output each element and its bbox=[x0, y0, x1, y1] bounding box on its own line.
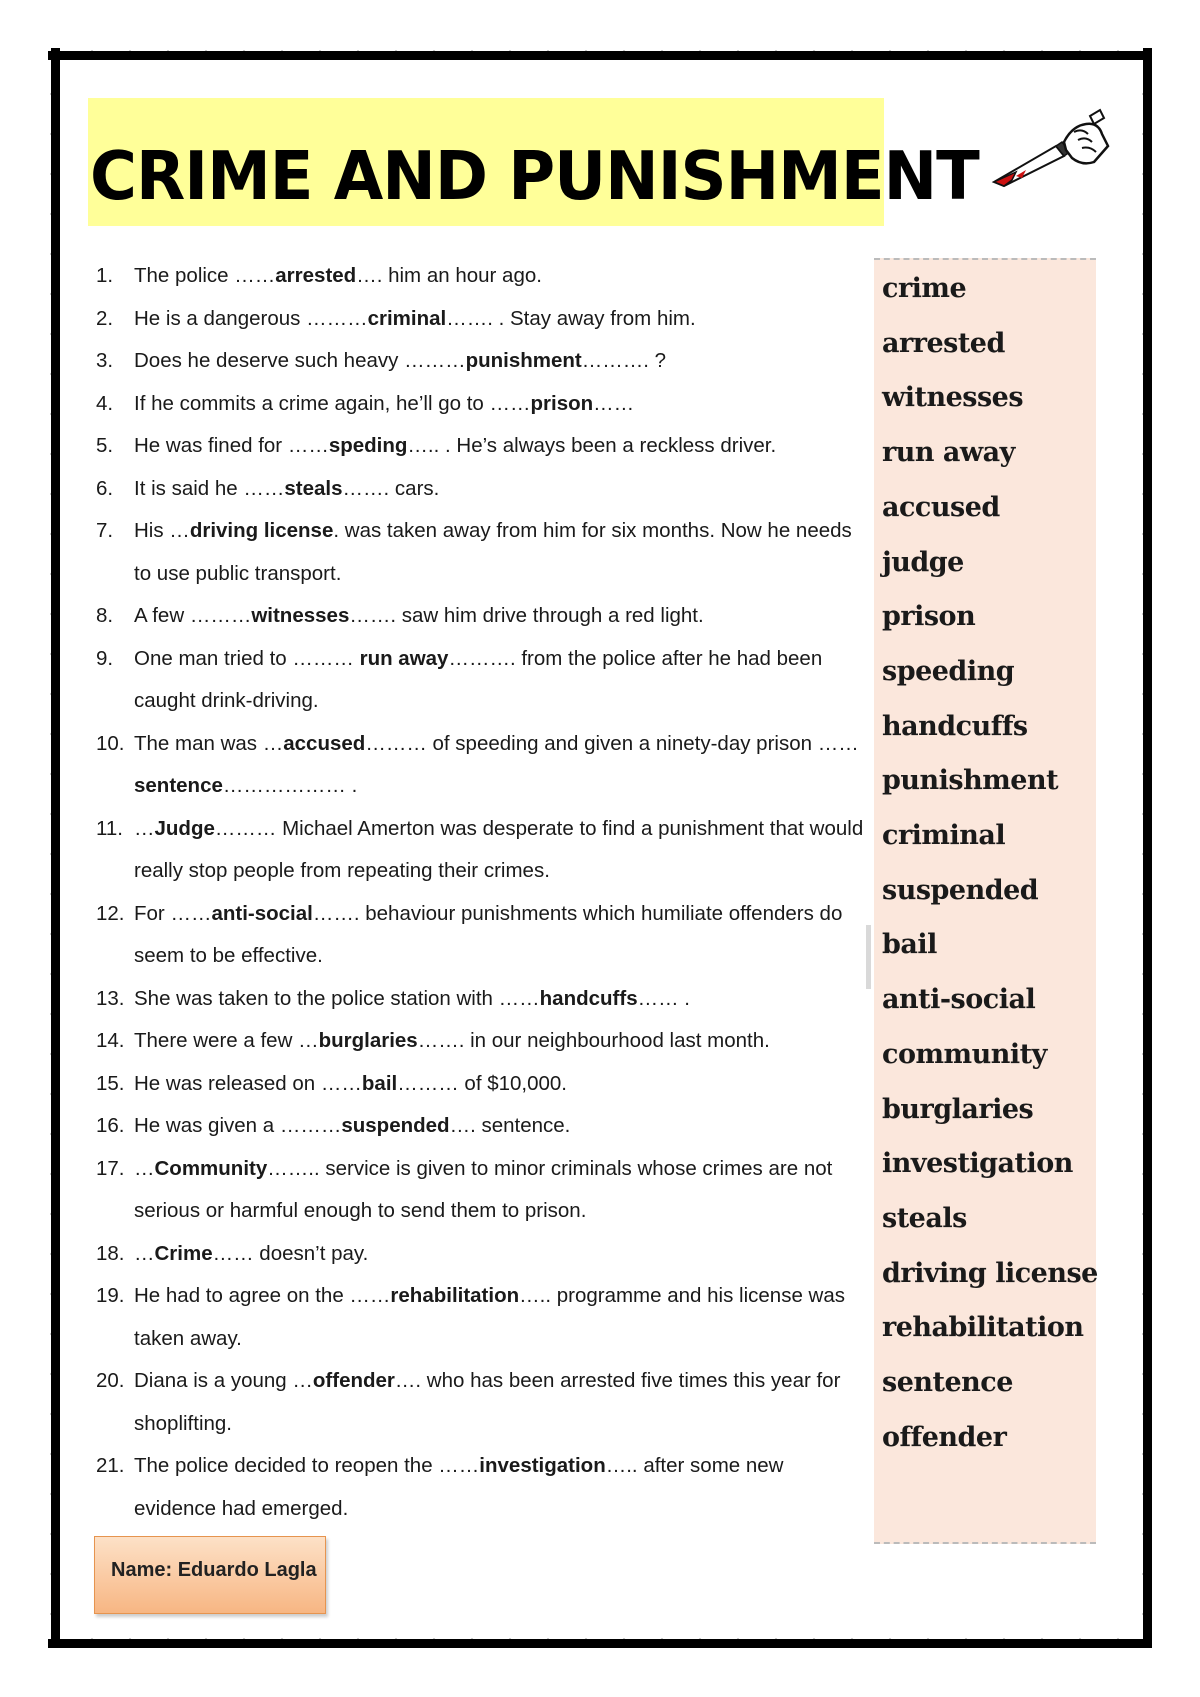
sentence-item bbox=[96, 1020, 866, 1063]
sentence-text: …. who has been arrested five times this year for shoplifting. bbox=[134, 1369, 841, 1435]
border-right bbox=[1140, 48, 1152, 1648]
sentence-item bbox=[96, 1063, 866, 1106]
word-bank-item: investigation bbox=[882, 1148, 1073, 1180]
word-bank-item: bail bbox=[882, 929, 937, 961]
answer-word: steals bbox=[284, 476, 343, 500]
sentence-item bbox=[96, 1148, 866, 1233]
answer-word: handcuffs bbox=[539, 986, 638, 1010]
sentence-item bbox=[96, 383, 866, 426]
sentence-text: The police …… bbox=[134, 264, 276, 287]
sentence-text: ……. behaviour punishments which humiliate offenders do seem to be effective. bbox=[134, 901, 843, 967]
word-bank-item: burglaries bbox=[882, 1093, 1034, 1125]
knife-in-hand-icon bbox=[986, 106, 1114, 206]
sentence-item bbox=[96, 340, 866, 383]
sentence-item bbox=[96, 510, 866, 595]
sentence-text: He was given a ……… bbox=[134, 1114, 342, 1137]
sentence-text: ……… of $10,000. bbox=[397, 1071, 568, 1095]
answer-word: speding bbox=[328, 434, 408, 457]
sentence-text: The man was … bbox=[134, 731, 284, 755]
answer-word: driving license bbox=[189, 519, 334, 542]
answer-word: criminal bbox=[367, 306, 447, 330]
word-bank-item: judge bbox=[882, 546, 964, 578]
sentence-text: He was released on …… bbox=[134, 1071, 362, 1095]
answer-word: witnesses bbox=[251, 604, 350, 627]
divider-mark bbox=[866, 925, 871, 989]
sentence-item bbox=[96, 1275, 866, 1360]
sentence-text: … bbox=[134, 1241, 155, 1265]
sentence-text: ……. . Stay away from him. bbox=[446, 306, 696, 330]
sentence-text: Diana is a young … bbox=[134, 1369, 313, 1392]
sentence-text: The police decided to reopen the …… bbox=[134, 1454, 480, 1477]
sentence-number: 3. bbox=[96, 349, 114, 372]
sentence-item bbox=[96, 1445, 866, 1530]
sentence-item bbox=[96, 595, 866, 638]
sentence-number: 2. bbox=[96, 306, 114, 330]
answer-word: bail bbox=[361, 1071, 398, 1095]
sentence-text: Does he deserve such heavy ……… bbox=[134, 349, 466, 372]
sentence-text: She was taken to the police station with …… bbox=[134, 986, 540, 1010]
word-bank-item: community bbox=[882, 1038, 1047, 1070]
border-bottom bbox=[48, 1636, 1152, 1648]
sentence-number: 17. bbox=[96, 1156, 125, 1180]
sentence-item bbox=[96, 723, 866, 808]
sentence-item bbox=[96, 255, 866, 298]
word-bank-item: witnesses bbox=[882, 382, 1024, 414]
sentence-text: ….. after some new evidence had emerged. bbox=[134, 1454, 784, 1520]
sentence-number: 12. bbox=[96, 901, 125, 925]
word-bank-item: speeding bbox=[882, 655, 1015, 687]
sentence-text: There were a few … bbox=[134, 1029, 319, 1052]
sentence-number: 9. bbox=[96, 646, 114, 670]
page-title: CRIME AND PUNISHMENT bbox=[90, 138, 979, 216]
word-bank-item: prison bbox=[882, 601, 976, 633]
student-name: Name: Eduardo Lagla bbox=[111, 1559, 317, 1581]
sentence-text: A few ……… bbox=[134, 604, 252, 627]
answer-word: investigation bbox=[479, 1454, 606, 1477]
sentence-text: ……. cars. bbox=[342, 476, 440, 500]
sentence-item bbox=[96, 425, 866, 468]
sentence-text: ………. from the police after he had been caught drink-driving. bbox=[134, 646, 823, 712]
word-bank-item: punishment bbox=[882, 765, 1059, 797]
word-bank-item: sentence bbox=[882, 1367, 1013, 1399]
sentence-item bbox=[96, 468, 866, 511]
sentence-text: He had to agree on the …… bbox=[134, 1284, 391, 1307]
answer-word: run away bbox=[359, 646, 449, 670]
sentence-text: …. him an hour ago. bbox=[356, 264, 542, 287]
sentence-item bbox=[96, 893, 866, 978]
sentence-list bbox=[96, 255, 866, 1530]
sentence-text: ….. programme and his license was taken away. bbox=[134, 1284, 845, 1350]
word-bank-item: steals bbox=[882, 1202, 967, 1234]
answer-word: suspended bbox=[341, 1114, 450, 1137]
sentence-number: 10. bbox=[96, 731, 125, 755]
answer-word: arrested bbox=[275, 264, 357, 287]
sentence-number: 18. bbox=[96, 1241, 125, 1265]
sentence-text: …. sentence. bbox=[449, 1114, 571, 1137]
word-bank-item: suspended bbox=[882, 874, 1039, 906]
word-bank-item: arrested bbox=[882, 327, 1005, 359]
sentence-item bbox=[96, 638, 866, 723]
word-bank-item: offender bbox=[882, 1421, 1007, 1453]
border-left bbox=[48, 48, 60, 1648]
word-bank bbox=[874, 258, 1096, 1544]
sentence-text: ……………… . bbox=[222, 774, 358, 797]
answer-word: anti-social bbox=[211, 901, 313, 925]
sentence-item bbox=[96, 298, 866, 341]
sentence-number: 4. bbox=[96, 391, 114, 415]
answer-word: offender bbox=[312, 1369, 395, 1392]
sentence-item bbox=[96, 978, 866, 1021]
answer-word: Crime bbox=[154, 1241, 213, 1265]
sentence-number: 19. bbox=[96, 1284, 125, 1307]
sentence-item bbox=[96, 808, 866, 893]
sentence-number: 16. bbox=[96, 1114, 125, 1137]
word-bank-item: accused bbox=[882, 491, 1000, 523]
sentence-text: …….. service is given to minor criminals whose crimes are not serious or harmful enough to send them to prison. bbox=[134, 1156, 833, 1222]
sentence-text: It is said he …… bbox=[134, 476, 285, 500]
word-bank-item: handcuffs bbox=[882, 710, 1028, 742]
word-bank-item: rehabilitation bbox=[882, 1312, 1084, 1344]
sentence-text: For …… bbox=[134, 901, 212, 925]
sentence-text: ……… of speeding and given a ninety-day prison …… bbox=[365, 731, 859, 755]
sentence-number: 15. bbox=[96, 1071, 125, 1095]
sentence-item bbox=[96, 1233, 866, 1276]
sentence-number: 20. bbox=[96, 1369, 125, 1392]
word-bank-item: driving license bbox=[882, 1257, 1098, 1289]
word-bank-item: criminal bbox=[882, 820, 1006, 852]
sentence-number: 5. bbox=[96, 434, 114, 457]
sentence-item bbox=[96, 1105, 866, 1148]
sentence-text: … bbox=[134, 1156, 155, 1180]
sentence-number: 6. bbox=[96, 476, 114, 500]
answer-word: Judge bbox=[154, 816, 215, 840]
answer-word: punishment bbox=[465, 349, 582, 372]
answer-word: Community bbox=[154, 1156, 268, 1180]
sentence-number: 8. bbox=[96, 604, 114, 627]
name-box bbox=[94, 1536, 326, 1614]
sentence-number: 21. bbox=[96, 1454, 125, 1477]
sentence-text: He is a dangerous ……… bbox=[134, 306, 368, 330]
sentence-text: … bbox=[134, 816, 155, 840]
sentence-text: ……. in our neighbourhood last month. bbox=[417, 1029, 770, 1052]
sentence-text: ….. . He’s always been a reckless driver. bbox=[407, 434, 777, 457]
sentence-number: 11. bbox=[96, 816, 123, 840]
sentence-text: …… doesn’t pay. bbox=[212, 1241, 369, 1265]
border-top bbox=[48, 48, 1152, 60]
answer-word: prison bbox=[530, 391, 594, 415]
sentence-number: 1. bbox=[96, 264, 114, 287]
sentence-text: ……… Michael Amerton was desperate to find a punishment that would really stop people from repeating their crimes. bbox=[134, 816, 864, 882]
sentence-text: ……. saw him drive through a red light. bbox=[349, 604, 704, 627]
sentence-text: He was fined for …… bbox=[134, 434, 329, 457]
sentence-text: If he commits a crime again, he’ll go to …… bbox=[134, 391, 531, 415]
sentence-number: 13. bbox=[96, 986, 125, 1010]
answer-word: burglaries bbox=[318, 1029, 418, 1052]
answer-word: accused bbox=[283, 731, 366, 755]
sentence-number: 14. bbox=[96, 1029, 125, 1052]
sentence-number: 7. bbox=[96, 519, 114, 542]
answer-word: rehabilitation bbox=[390, 1284, 520, 1307]
word-bank-item: crime bbox=[882, 273, 967, 304]
sentence-text: One man tried to ……… bbox=[134, 646, 360, 670]
word-bank-item: run away bbox=[882, 437, 1015, 469]
word-bank-item: anti-social bbox=[882, 984, 1036, 1016]
sentence-item bbox=[96, 1360, 866, 1445]
sentence-text: …… . bbox=[637, 986, 691, 1010]
sentence-text: …… bbox=[593, 391, 635, 415]
sentence-text: . was taken away from him for six months. Now he needs to use public transport. bbox=[134, 519, 852, 585]
sentence-text: ………. ? bbox=[581, 349, 667, 372]
sentence-text: His … bbox=[134, 519, 190, 542]
answer-word: sentence bbox=[134, 774, 223, 797]
